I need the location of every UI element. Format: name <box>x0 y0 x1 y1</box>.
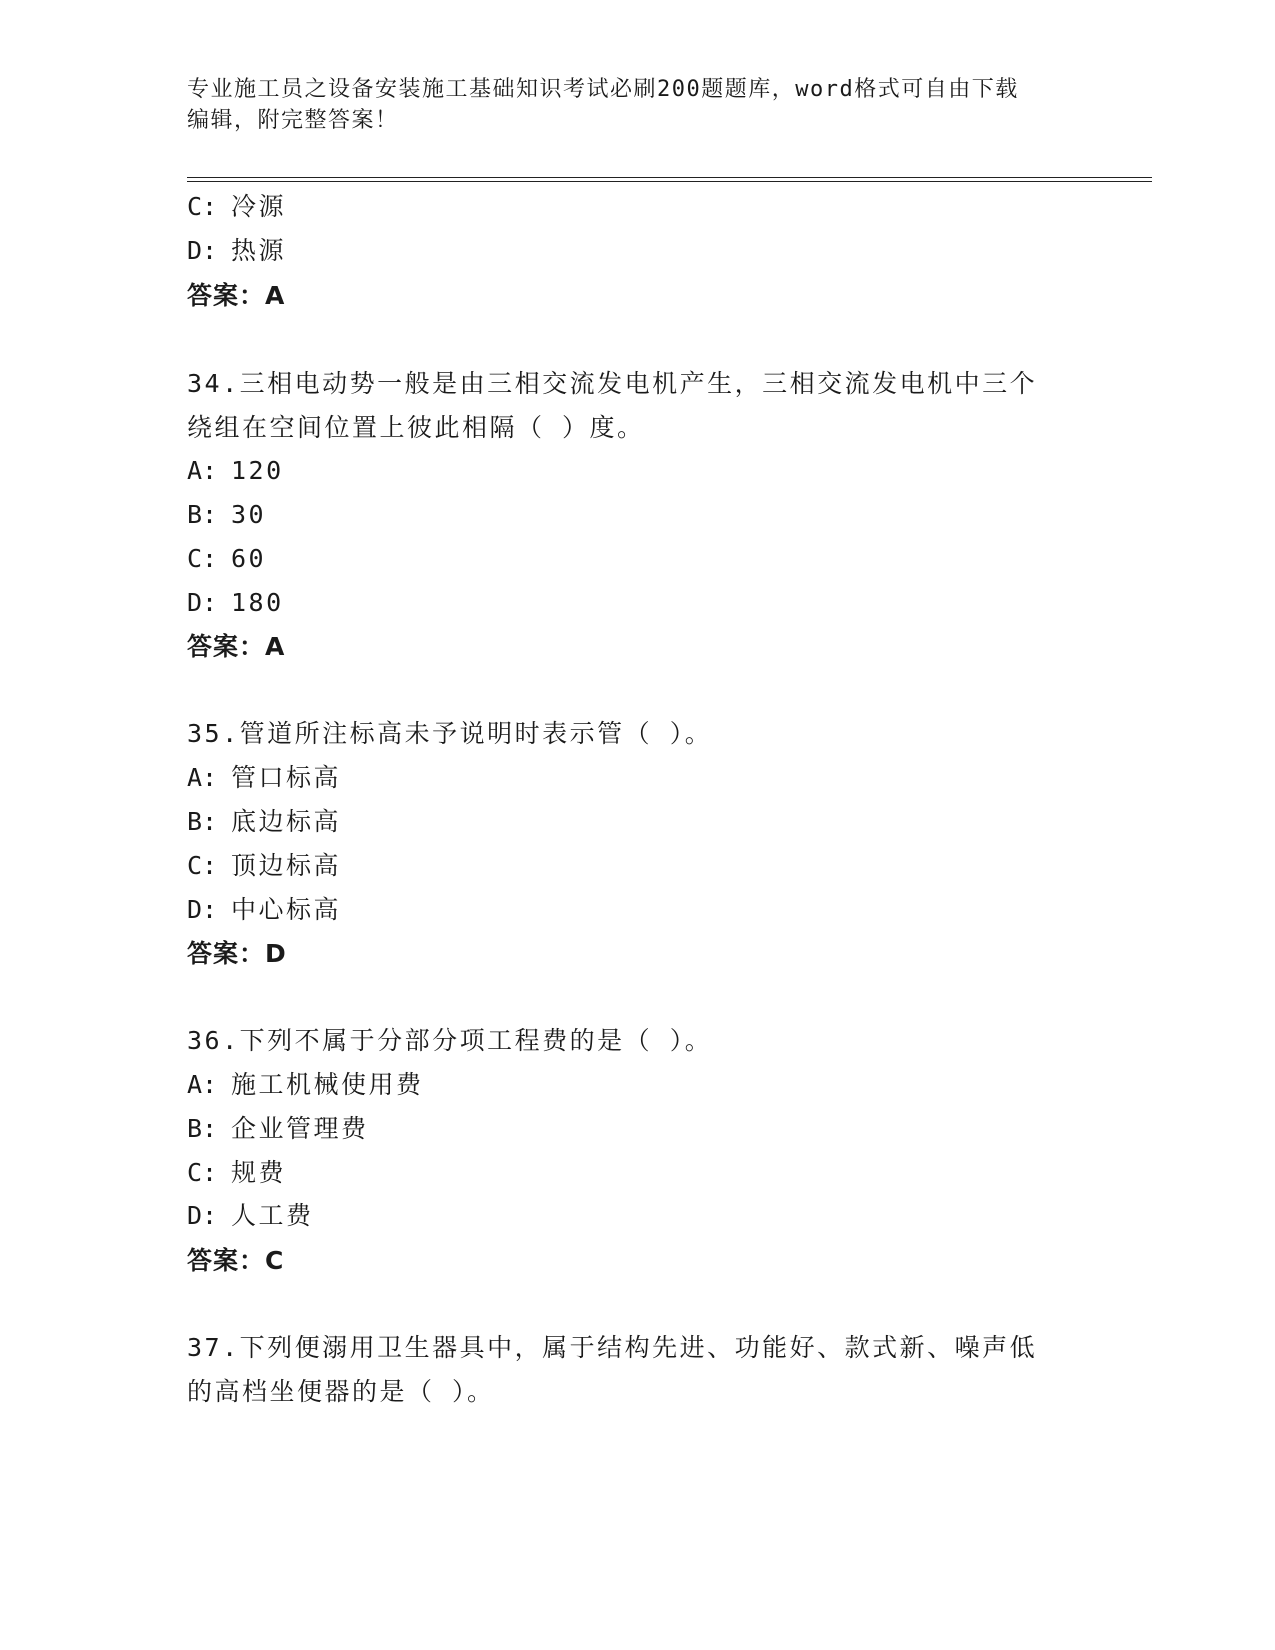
question-36-option-d <box>187 1200 314 1232</box>
option-text: 60 <box>231 544 267 573</box>
option-text: 冷源 <box>231 192 287 221</box>
option-text: 人工费 <box>231 1201 314 1230</box>
question-34-stem-line-1: 34.三相电动势一般是由三相交流发电机产生，三相交流发电机中三个 <box>187 369 1038 398</box>
option-label: A: <box>187 763 218 792</box>
option-text: 120 <box>231 456 284 485</box>
question-35-option-d <box>187 894 341 926</box>
option-d <box>187 235 286 267</box>
question-36-option-c <box>187 1157 286 1189</box>
option-label: A: <box>187 1070 218 1099</box>
question-35-option-a <box>187 762 341 794</box>
question-34-option-d <box>187 587 284 619</box>
option-label: D: <box>187 236 218 265</box>
option-label: C: <box>187 192 218 221</box>
answer-line: 答案：A <box>187 281 286 310</box>
document-header <box>187 74 1067 136</box>
option-c <box>187 191 286 223</box>
option-text: 企业管理费 <box>231 1114 369 1143</box>
question-34-stem-line-2: 绕组在空间位置上彼此相隔（ ）度。 <box>187 413 645 442</box>
option-label: C: <box>187 544 218 573</box>
header-title-line-1: 专业施工员之设备安装施工基础知识考试必刷200题题库，word格式可自由下载 <box>187 77 1019 102</box>
question-34-answer: 答案：A <box>187 632 286 661</box>
question-36-option-b <box>187 1113 369 1145</box>
option-text: 30 <box>231 500 267 529</box>
question-35-option-b <box>187 806 341 838</box>
option-label: C: <box>187 1158 218 1187</box>
question-37-stem-line-1: 37.下列便溺用卫生器具中，属于结构先进、功能好、款式新、噪声低 <box>187 1333 1038 1362</box>
option-text: 180 <box>231 588 284 617</box>
question-36-stem-line-1: 36.下列不属于分部分项工程费的是（ ）。 <box>187 1026 713 1055</box>
question-34-option-a <box>187 455 284 487</box>
option-text: 热源 <box>231 236 287 265</box>
option-text: 施工机械使用费 <box>231 1070 424 1099</box>
question-34-option-b <box>187 499 266 531</box>
question-35-stem-line-1: 35.管道所注标高未予说明时表示管（ ）。 <box>187 719 713 748</box>
option-text: 底边标高 <box>231 807 342 836</box>
question-37-stem-line-2: 的高档坐便器的是（ ）。 <box>187 1377 495 1406</box>
question-35-answer: 答案：D <box>187 939 287 968</box>
option-label: B: <box>187 500 218 529</box>
header-divider-bottom <box>187 181 1152 182</box>
option-text: 顶边标高 <box>231 851 342 880</box>
option-text: 中心标高 <box>231 895 342 924</box>
header-divider-top <box>187 177 1152 178</box>
option-label: A: <box>187 456 218 485</box>
question-36-answer: 答案：C <box>187 1246 285 1275</box>
header-title-line-2: 编辑，附完整答案！ <box>187 108 399 133</box>
option-label: D: <box>187 895 218 924</box>
question-36-option-a <box>187 1069 424 1101</box>
option-text: 规费 <box>231 1158 287 1187</box>
option-label: D: <box>187 1201 218 1230</box>
question-35-option-c <box>187 850 341 882</box>
option-text: 管口标高 <box>231 763 342 792</box>
question-34-option-c <box>187 543 266 575</box>
option-label: B: <box>187 1114 218 1143</box>
option-label: D: <box>187 588 218 617</box>
option-label: C: <box>187 851 218 880</box>
option-label: B: <box>187 807 218 836</box>
